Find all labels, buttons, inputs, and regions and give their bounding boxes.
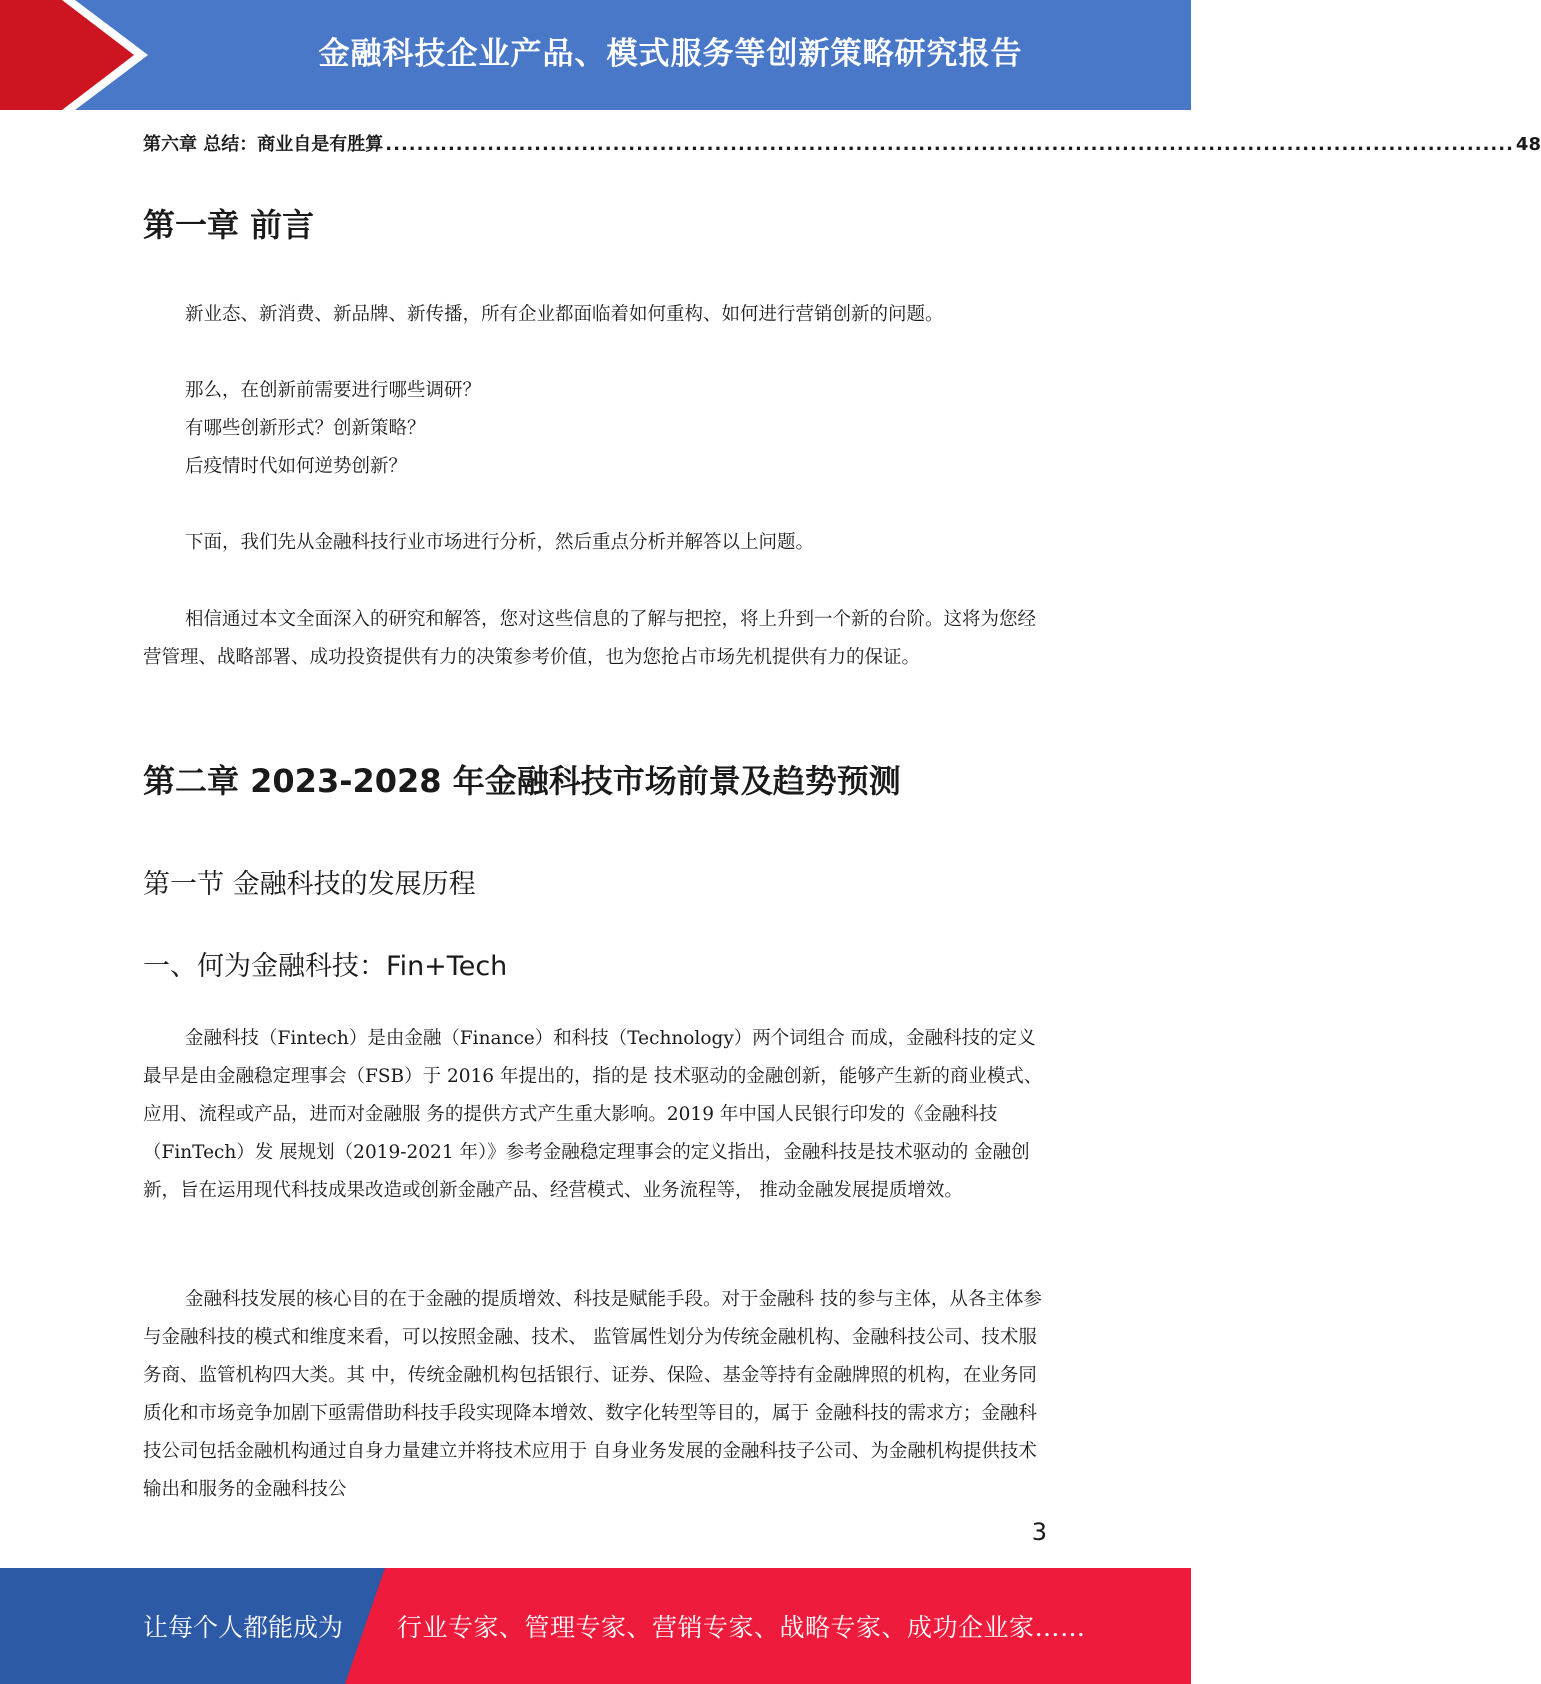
chapter-1-paragraph-1: 新业态、新消费、新品牌、新传播，所有企业都面临着如何重构、如何进行营销创新的问题。 (185, 304, 944, 325)
toc-leader-dots: ................................................................................................................................................ (385, 134, 1514, 155)
page-header (0, 0, 1191, 110)
toc-entry[interactable] (143, 130, 1541, 158)
footer-slogan-left: 让每个人都能成为 (143, 1613, 344, 1642)
chapter-1-question-3: 后疫情时代如何逆势创新？ (185, 456, 408, 477)
report-title: 金融科技企业产品、模式服务等创新策略研究报告 (318, 35, 1023, 72)
chapter-1-question-2: 有哪些创新形式？创新策略？ (185, 418, 426, 439)
toc-entry-title: 第六章 总结：商业自是有胜算 (143, 134, 384, 155)
toc-entry-page: 48 (1515, 134, 1541, 155)
section-1-heading: 第一节 金融科技的发展历程 (143, 869, 476, 900)
header-arrow-decoration (0, 0, 160, 110)
chapter-2-heading: 第二章 2023-2028 年金融科技市场前景及趋势预测 (143, 762, 901, 800)
page-number: 3 (1031, 1518, 1047, 1546)
chapter-1-paragraph-3: 相信通过本文全面深入的研究和解答，您对这些信息的了解与把控，将上升到一个新的台阶。这将为您经营管理、战略部署、成功投资提供有力的决策参考价值，也为您抢占市场先机提供有力的保证。 (143, 609, 1037, 668)
chapter-1-heading: 第一章 前言 (143, 206, 315, 244)
subsection-1-heading: 一、何为金融科技：Fin+Tech (143, 951, 508, 982)
page-footer (0, 1568, 1191, 1684)
chapter-1-paragraph-2: 下面，我们先从金融科技行业市场进行分析，然后重点分析并解答以上问题。 (185, 532, 815, 553)
footer-slogan-right: 行业专家、管理专家、营销专家、战略专家、成功企业家…… (397, 1613, 1086, 1642)
chapter-1-question-1: 那么，在创新前需要进行哪些调研？ (185, 380, 482, 401)
chapter-2-paragraph-1: 金融科技（Fintech）是由金融（Finance）和科技（Technology）两个词组合 而成，金融科技的定义最早是由金融稳定理事会（FSB）于 2016 年提出的，指的是 技术驱动的金融创新，能够产生新的商业模式、应用、流程或产品，进而对金融服 务的提供方式产生重大影响。2019 年中国人民银行印发的《金融科技（FinTech）发 展规划（2019-2021 年）》参考金融稳定理事会的定义指出，金融科技是技术驱动的 金融创新，旨在运用现代科技成果改造或创新金融产品、经营模式、业务流程等， 推动金融发展提质增效。 (143, 1028, 1043, 1201)
chapter-2-paragraph-2: 金融科技发展的核心目的在于金融的提质增效、科技是赋能手段。对于金融科 技的参与主体，从各主体参与金融科技的模式和维度来看，可以按照金融、技术、 监管属性划分为传统金融机构、金融科技公司、技术服务商、监管机构四大类。其 中，传统金融机构包括银行、证券、保险、基金等持有金融牌照的机构，在业务同 质化和市场竞争加剧下亟需借助科技手段实现降本增效、数字化转型等目的，属于 金融科技的需求方；金融科技公司包括金融机构通过自身力量建立并将技术应用于 自身业务发展的金融科技子公司、为金融机构提供技术输出和服务的金融科技公 (143, 1289, 1042, 1500)
